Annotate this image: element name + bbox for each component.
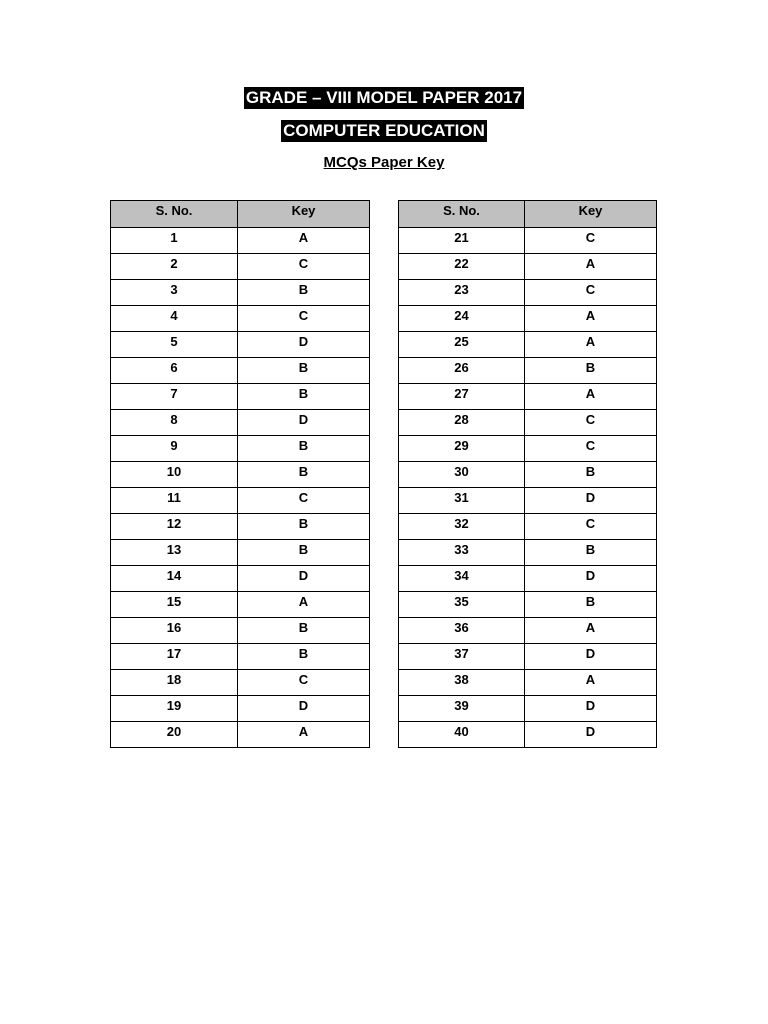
answer-key-cell: A	[525, 618, 657, 644]
table-row	[399, 358, 657, 384]
answer-key-cell: A	[525, 332, 657, 358]
table-row	[111, 384, 370, 410]
answer-key-cell: A	[525, 254, 657, 280]
table-row	[399, 722, 657, 748]
answer-key-cell: D	[525, 488, 657, 514]
question-number-cell: 22	[399, 254, 525, 280]
answer-key-cell: D	[238, 410, 370, 436]
question-number-cell: 12	[111, 514, 238, 540]
table-row	[399, 592, 657, 618]
question-number-cell: 34	[399, 566, 525, 592]
table-row	[399, 618, 657, 644]
question-number-cell: 4	[111, 306, 238, 332]
question-number-cell: 37	[399, 644, 525, 670]
sno-column-header: S. No.	[111, 201, 238, 228]
table-row	[111, 618, 370, 644]
table-row	[399, 332, 657, 358]
question-number-cell: 36	[399, 618, 525, 644]
answer-key-cell: D	[525, 696, 657, 722]
question-number-cell: 16	[111, 618, 238, 644]
question-number-cell: 6	[111, 358, 238, 384]
answer-key-cell: C	[238, 488, 370, 514]
answer-key-cell: A	[525, 670, 657, 696]
answer-key-cell: B	[525, 358, 657, 384]
table-header-row	[399, 201, 657, 228]
question-number-cell: 19	[111, 696, 238, 722]
answer-key-cell: B	[525, 462, 657, 488]
answer-key-cell: D	[238, 696, 370, 722]
answer-key-cell: A	[525, 384, 657, 410]
table-row	[111, 540, 370, 566]
table-row	[111, 566, 370, 592]
question-number-cell: 33	[399, 540, 525, 566]
answer-key-cell: A	[525, 306, 657, 332]
answer-key-table-left	[110, 200, 370, 748]
answer-key-cell: D	[525, 566, 657, 592]
question-number-cell: 30	[399, 462, 525, 488]
question-number-cell: 39	[399, 696, 525, 722]
question-number-cell: 3	[111, 280, 238, 306]
question-number-cell: 23	[399, 280, 525, 306]
question-number-cell: 14	[111, 566, 238, 592]
question-number-cell: 28	[399, 410, 525, 436]
answer-key-cell: D	[238, 332, 370, 358]
table-row	[399, 306, 657, 332]
table-row	[399, 462, 657, 488]
question-number-cell: 26	[399, 358, 525, 384]
question-number-cell: 21	[399, 228, 525, 254]
question-number-cell: 13	[111, 540, 238, 566]
question-number-cell: 5	[111, 332, 238, 358]
question-number-cell: 27	[399, 384, 525, 410]
answer-key-cell: B	[238, 436, 370, 462]
answer-key-cell: C	[525, 410, 657, 436]
question-number-cell: 25	[399, 332, 525, 358]
question-number-cell: 40	[399, 722, 525, 748]
question-number-cell: 35	[399, 592, 525, 618]
table-row	[111, 228, 370, 254]
answer-key-cell: C	[525, 436, 657, 462]
answer-key-cell: A	[238, 592, 370, 618]
table-row	[111, 592, 370, 618]
question-number-cell: 29	[399, 436, 525, 462]
answer-key-cell: B	[525, 592, 657, 618]
question-number-cell: 38	[399, 670, 525, 696]
subject-title-wrap	[0, 120, 768, 142]
question-number-cell: 10	[111, 462, 238, 488]
answer-key-cell: A	[238, 228, 370, 254]
answer-key-cell: B	[238, 514, 370, 540]
question-number-cell: 18	[111, 670, 238, 696]
table-row	[111, 488, 370, 514]
table-row	[399, 514, 657, 540]
table-row	[399, 228, 657, 254]
question-number-cell: 20	[111, 722, 238, 748]
table-row	[399, 280, 657, 306]
key-column-header: Key	[238, 201, 370, 228]
key-column-header: Key	[525, 201, 657, 228]
answer-key-cell: B	[238, 540, 370, 566]
table-row	[399, 540, 657, 566]
question-number-cell: 9	[111, 436, 238, 462]
table-row	[399, 566, 657, 592]
sno-column-header: S. No.	[399, 201, 525, 228]
answer-key-cell: B	[238, 644, 370, 670]
table-row	[399, 696, 657, 722]
table-row	[111, 670, 370, 696]
question-number-cell: 15	[111, 592, 238, 618]
answer-key-cell: C	[238, 306, 370, 332]
table-row	[111, 410, 370, 436]
table-row	[399, 488, 657, 514]
subject-title: COMPUTER EDUCATION	[283, 121, 485, 140]
table-row	[111, 358, 370, 384]
answer-key-cell: B	[238, 384, 370, 410]
answer-key-cell: D	[525, 722, 657, 748]
question-number-cell: 7	[111, 384, 238, 410]
question-number-cell: 17	[111, 644, 238, 670]
table-row	[399, 436, 657, 462]
answer-key-cell: C	[238, 670, 370, 696]
answer-key-cell: D	[525, 644, 657, 670]
answer-key-cell: C	[525, 514, 657, 540]
table-row	[111, 462, 370, 488]
answer-key-cell: B	[238, 618, 370, 644]
answer-key-cell: B	[238, 280, 370, 306]
question-number-cell: 1	[111, 228, 238, 254]
answer-key-table-right	[398, 200, 657, 748]
answer-key-cell: C	[525, 228, 657, 254]
question-number-cell: 32	[399, 514, 525, 540]
table-row	[111, 280, 370, 306]
table-row	[399, 644, 657, 670]
paper-title-wrap	[0, 87, 768, 109]
paper-subtitle: MCQs Paper Key	[323, 154, 445, 171]
question-number-cell: 2	[111, 254, 238, 280]
answer-key-cell: C	[238, 254, 370, 280]
answer-key-cell: A	[238, 722, 370, 748]
answer-key-cell: B	[525, 540, 657, 566]
table-row	[399, 670, 657, 696]
table-row	[111, 722, 370, 748]
table-row	[399, 254, 657, 280]
table-row	[111, 436, 370, 462]
question-number-cell: 8	[111, 410, 238, 436]
answer-key-cell: C	[525, 280, 657, 306]
table-row	[399, 384, 657, 410]
answer-key-cell: D	[238, 566, 370, 592]
table-header-row	[111, 201, 370, 228]
paper-title: GRADE – VIII MODEL PAPER 2017	[245, 88, 523, 107]
answer-key-cell: B	[238, 358, 370, 384]
question-number-cell: 11	[111, 488, 238, 514]
question-number-cell: 31	[399, 488, 525, 514]
table-row	[111, 332, 370, 358]
table-row	[111, 514, 370, 540]
table-row	[399, 410, 657, 436]
answer-key-cell: B	[238, 462, 370, 488]
table-row	[111, 696, 370, 722]
table-row	[111, 254, 370, 280]
question-number-cell: 24	[399, 306, 525, 332]
table-row	[111, 644, 370, 670]
table-row	[111, 306, 370, 332]
